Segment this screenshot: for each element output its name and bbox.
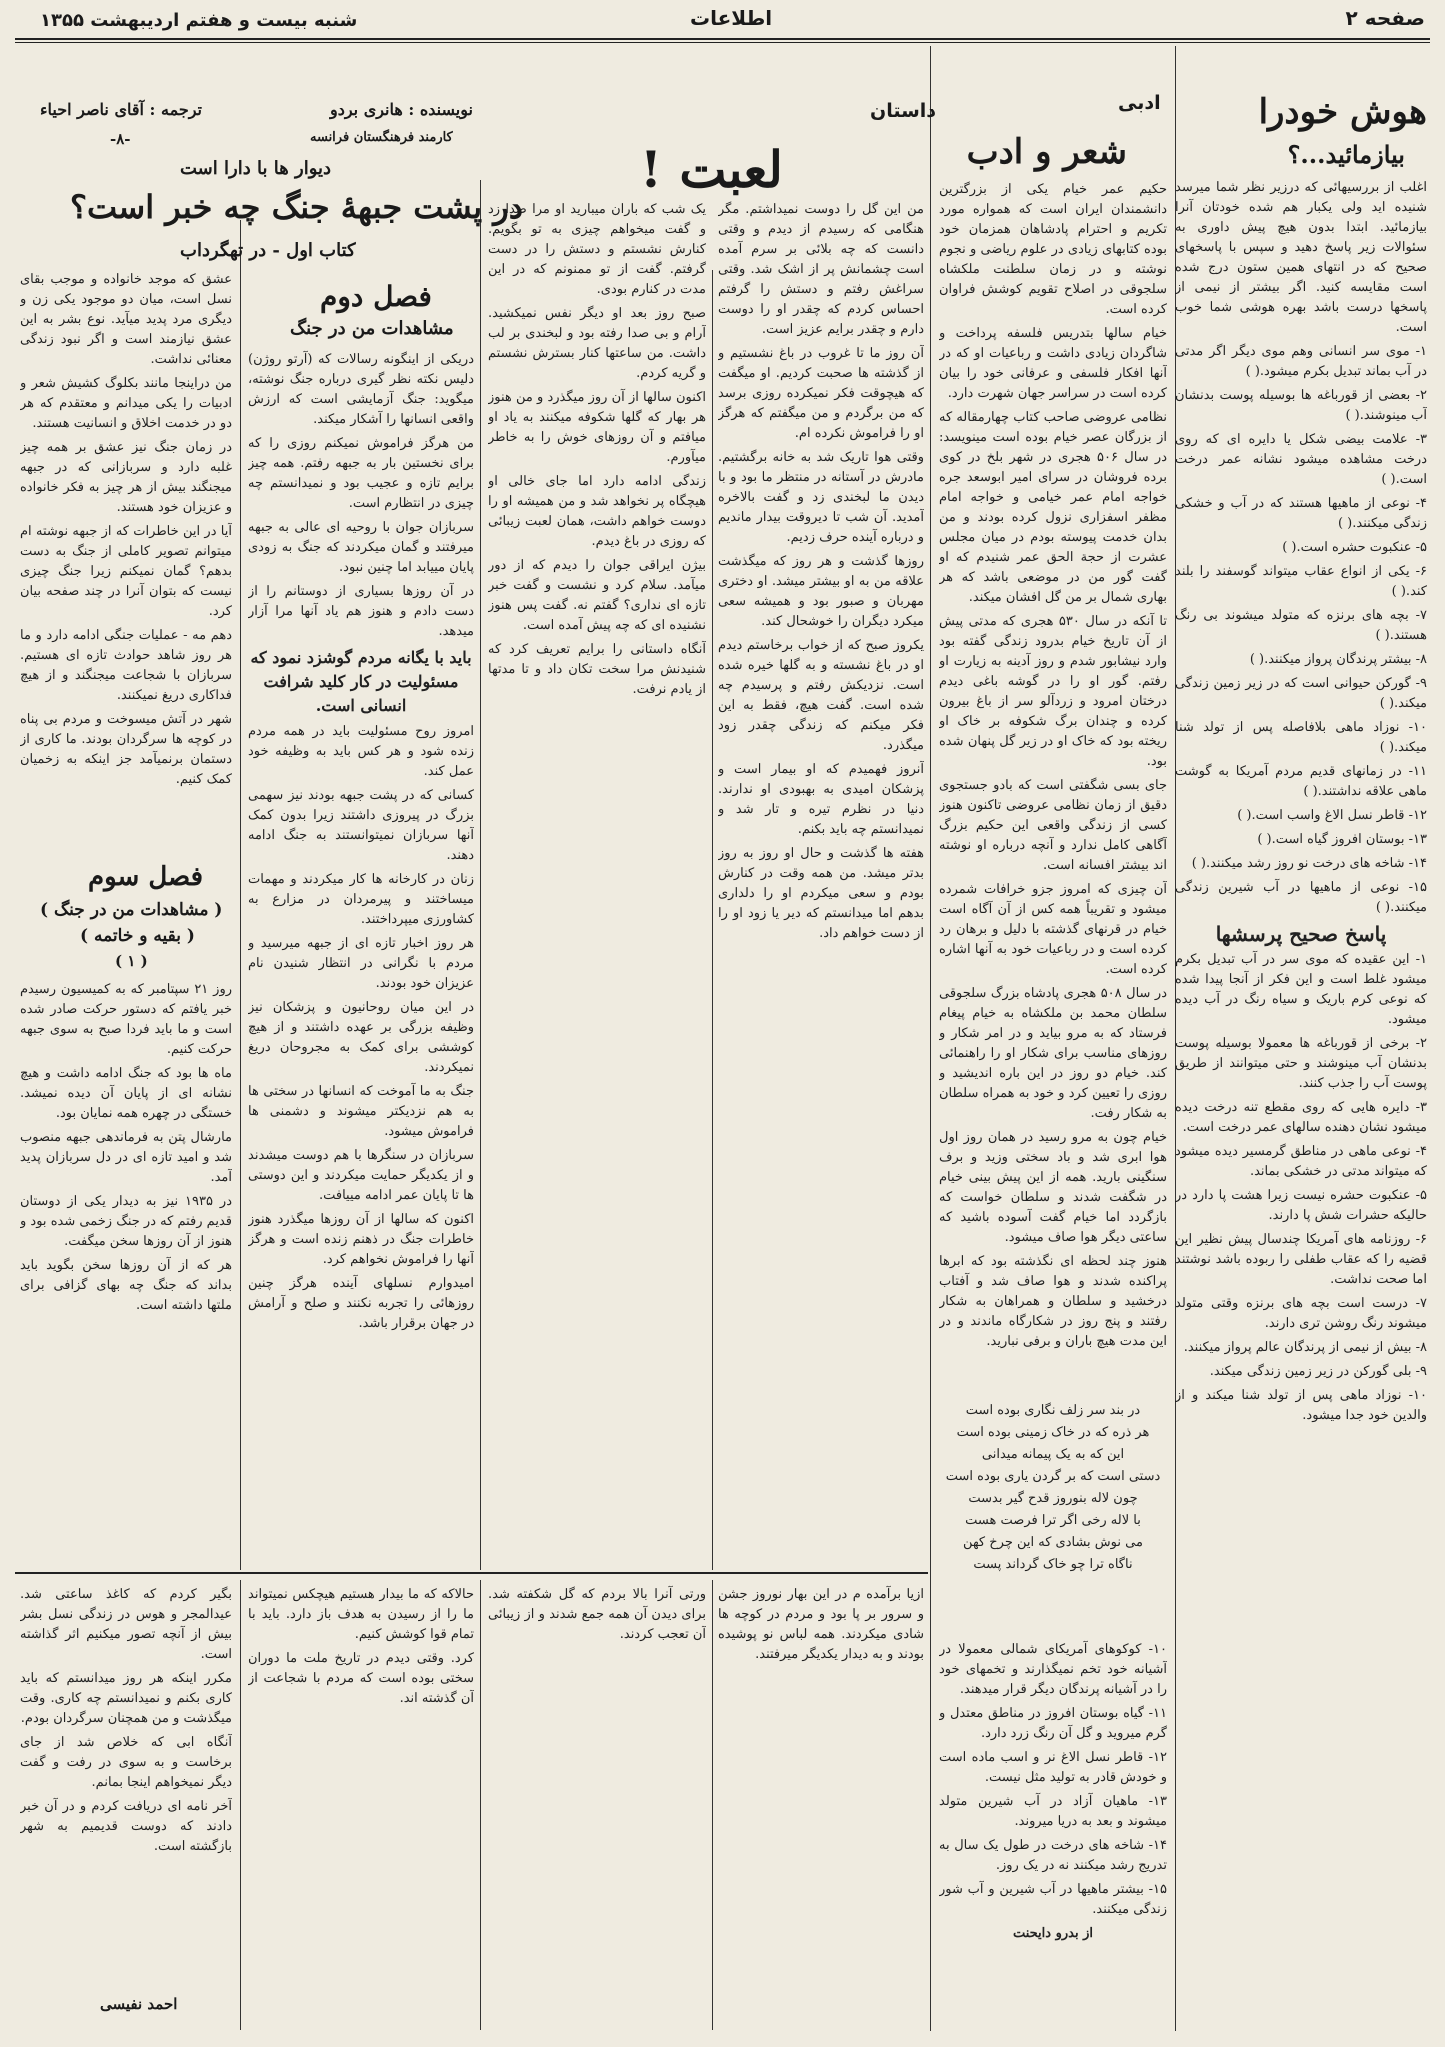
section-tag-dastan: داستان — [870, 100, 937, 122]
war-paragraph: سربازان در سنگرها با هم دوست میشدند و از یکدیگر حمایت میکردند و این دوستی ها تا پایان عمر ادامه مییافت. — [248, 1148, 474, 1203]
header-rule — [15, 38, 1430, 40]
hosh-subtitle: بیازمائید...؟ — [1287, 140, 1405, 169]
column-rule — [712, 1580, 713, 2030]
sher-tail — [939, 1640, 1167, 2000]
hosh-answer: ۳- دایره هایی که روی مقطع تنه درخت دیده میشود نشان دهنده سالهای عمر درخت است. — [1175, 1100, 1427, 1135]
hosh-question: ۸- بیشتر پرندگان پرواز میکنند.( ) — [1249, 652, 1427, 667]
bottom-paragraph: آخر نامه ای دریافت کردم و در آن خبر دادند که دوست قدیمیم به شهر بازگشته است. — [20, 1799, 232, 1854]
sher-paragraph: در سال ۵۰۸ هجری پادشاه بزرگ سلجوقی سلطان محمد بن ملکشاه به خیام پیغام فرستاد که به مرو بیاید و در امر شکار و روزهای مناسب برای شکار او را راهنمائی کند. خیام دو روز در این باره اندیشید و روزی را تعیین کرد و خود به همراه سلطان به شکار رفت. — [939, 986, 1167, 1121]
lobat-paragraph: یک شب که باران میبارید او مرا صدا زد و گفت میخواهم چیزی به تو بگویم. کنارش نشستم و دستش را در دست گرفتم. گفت از تو ممنونم که در این مدت در کنارم بودی. — [488, 202, 706, 297]
lobat-paragraph: وقتی هوا تاریک شد به خانه برگشتیم. مادرش در آستانه در منتظر ما بود و با دیدن ما لبخندی زد و گفت بالاخره آمدید. آن شب تا دیروقت بیدار ماندیم و درباره آینده حرف زدیم. — [718, 450, 924, 545]
hosh-question: ۱۴- شاخه های درخت نو روز رشد میکنند.( ) — [1191, 856, 1427, 871]
tail-paragraph: ۱۲- قاطر نسل الاغ نر و اسب ماده است و خودش قادر به تولید مثل نیست. — [939, 1750, 1167, 1785]
war-paragraph: سربازان جوان با روحیه ای عالی به جبهه میرفتند و گمان میکردند که جنگ به زودی پایان مییابد اما چنین نبود. — [248, 520, 474, 575]
poem-line: با لاله رخی اگر ترا فرصت هست — [965, 1513, 1141, 1528]
sher-paragraph: هنوز چند لحظه ای نگذشته بود که ابرها پراکنده شدند و هوا صاف شد و آفتاب درخشید و سلطان و همراهان به شکار رفتند و پنج روز در شکارگاه ماندند و در این مدت هیچ باران و برفی نبارید. — [939, 1254, 1167, 1349]
answers-heading: پاسخ صحیح پرسشها — [1215, 922, 1387, 946]
war-paragraph: عشق که موجد خانواده و موجب بقای نسل است، میان دو موجود یکی زن و دیگری مرد پدید میآید. نوع بشر به این عشق نیازمند است و اگر نبود زندگی معنائی نداشت. — [20, 272, 232, 367]
war-paragraph: در آن روزها بسیاری از دوستانم را از دست دادم و هنوز هم یاد آنها مرا آزار میدهد. — [248, 584, 474, 639]
bottom-band-rule — [15, 1572, 928, 1574]
section-tag-adabi: ادبی — [1118, 92, 1161, 114]
hosh-question: ۶- یکی از انواع عقاب میتواند گوسفند را بلند کند.( ) — [1175, 564, 1427, 599]
bottom-column — [20, 1585, 232, 1985]
column-rule — [930, 46, 931, 2031]
tail-paragraph: ۱۳- ماهیان آزاد در آب شیرین متولد میشوند و بعد به دریا میروند. — [939, 1794, 1167, 1829]
hosh-question: ۱- موی سر انسانی وهم موی دیگر اگر مدتی در آب بماند تبدیل بکرم میشود.( ) — [1175, 344, 1427, 379]
column-rule — [240, 220, 241, 1570]
war-title: در پشت جبههٔ جنگ چه خبر است؟ — [70, 188, 523, 226]
author-affiliation: کارمند فرهنگستان فرانسه — [310, 130, 453, 145]
tail-paragraph: ۱۱- گیاه بوستان افروز در مناطق معتدل و گرم میروید و گل آن رنگ زرد دارد. — [939, 1706, 1167, 1741]
bottom-column — [248, 1585, 474, 2025]
poem-block — [939, 1400, 1167, 1610]
lobat-paragraph: آن روز ما تا غروب در باغ نشستیم و از گذشته ها صحبت کردیم. او میگفت که هیچوقت فکر نمیکرده روزی برسد که من برگردم و من میگفتم که هرگز او را فراموش نکرده ام. — [718, 346, 924, 441]
war-right-column — [248, 350, 474, 1565]
chapter3-heading: فصل سوم — [88, 862, 204, 892]
war-paragraph: امیدوارم نسلهای آینده هرگز چنین روزهائی را تجربه نکنند و صلح و آرامش در جهان برقرار باشد. — [248, 1276, 474, 1331]
lobat-paragraph: یکروز صبح که از خواب برخاستم دیدم او در باغ نشسته و به گلها خیره شده است. نزدیکش رفتم و پرسیدم چه شده است. گفت هیچ، فقط به این فکر میکنم که زندگی چقدر زود میگذرد. — [718, 638, 924, 753]
poem-line: در بند سر زلف نگاری بوده است — [965, 1403, 1141, 1418]
hosh-question: ۲- بعضی از قورباغه ها بوسیله پوست بدنشان آب مینوشند.( ) — [1175, 388, 1427, 423]
hosh-question: ۴- نوعی از ماهیها هستند که در آب و خشکی زندگی میکنند.( ) — [1175, 496, 1427, 531]
hosh-question: ۱۵- نوعی از ماهیها در آب شیرین زندگی میکنند.( ) — [1175, 880, 1427, 915]
war-paragraph: روز ۲۱ سپتامبر که به کمیسیون رسیدم خبر یافتم که دستور حرکت صادر شده است و ما باید فردا صبح به سوی جبهه حرکت کنیم. — [20, 982, 232, 1057]
hosh-answer: ۴- نوعی ماهی در مناطق گرمسیر دیده میشود که میتواند مدتی در خشکی بماند. — [1175, 1144, 1427, 1179]
war-paragraph: من دراینجا مانند بکلوگ کشیش شعر و ادبیات را یکی میدانم و معتقدم که هر دو در خدمت اخلاق و انسانیت هستند. — [20, 376, 232, 431]
column-rule — [480, 180, 481, 1570]
hosh-question: ۷- بچه های برنزه که متولد میشوند بی رنگ هستند.( ) — [1175, 608, 1427, 643]
war-paragraph: مارشال پتن به فرماندهی جبهه منصوب شد و امید تازه ای در دل سربازان پدید آمد. — [20, 1130, 232, 1185]
war-paragraph: امروز روح مسئولیت باید در همه مردم زنده شود و هر کس باید به وظیفه خود عمل کند. — [248, 724, 474, 779]
column-rule — [712, 270, 713, 1570]
war-paragraph: اکنون که سالها از آن روزها میگذرد هنوز خاطرات جنگ در ذهنم زنده است و هرگز آنها را فراموش نخواهم کرد. — [248, 1212, 474, 1267]
war-paragraph: ماه ها بود که جنگ ادامه داشت و هیچ نشانه ای از پایان آن دیده نمیشد. خستگی در چهره همه نمایان بود. — [20, 1066, 232, 1121]
poem-line: هر ذره که در خاک زمینی بوده است — [956, 1425, 1150, 1440]
poem-line: چون لاله بنوروز قدح گیر بدست — [968, 1491, 1138, 1506]
lobat-column-b — [488, 200, 706, 1560]
war-paragraph: در زمان جنگ نیز عشق بر همه چیز غلبه دارد و سربازانی که در جبهه میجنگند بیش از هر چیز به فکر خانواده و عزیزان خود هستند. — [20, 440, 232, 515]
hosh-answer: ۲- برخی از قورباغه ها معمولا بوسیله پوست بدنشان آب مینوشند و حتی میتوانند از طریق پوست آب را جذب کنند. — [1175, 1036, 1427, 1091]
hosh-answer: ۸- بیش از نیمی از پرندگان عالم پرواز میکنند. — [1183, 1340, 1427, 1355]
war-paragraph: هر روز اخبار تازه ای از جبهه میرسید و مردم با نگرانی در انتظار شنیدن نام عزیزان خود بودند. — [248, 936, 474, 991]
hosh-column — [1175, 178, 1427, 2018]
lobat-paragraph: آنروز فهمیدم که او بیمار است و پزشکان امیدی به بهبودی او ندارند. دنیا در نظرم تیره و تار شد و نمیدانستم چه باید بکنم. — [718, 762, 924, 837]
lobat-paragraph: آنگاه داستانی را برایم تعریف کرد که شنیدنش مرا سخت تکان داد و تا مدتها از یادم نرفت. — [488, 642, 706, 697]
lobat-paragraph: زندگی ادامه دارد اما جای خالی او هیچگاه پر نخواهد شد و من همیشه او را دوست خواهم داشت، همان لعبت زیبائی که روزی در باغ دیدم. — [488, 474, 706, 549]
poem-line: ناگاه ترا چو خاک گرداند پست — [973, 1557, 1133, 1572]
bottom-paragraph: ازیا برآمده م در این بهار نوروز جشن و سرور بر پا بود و مردم در کوچه ها شادی میکردند. همه لباس نو پوشیده بودند و به دیدار یکدیگر میرفتند. — [718, 1587, 924, 1662]
hosh-question: ۱۳- بوستان افروز گیاه است.( ) — [1257, 832, 1427, 847]
war-kicker: دیوار ها با دارا است — [180, 158, 332, 179]
hosh-answer: ۵- عنکبوت حشره نیست زیرا هشت پا دارد در حالیکه حشرات شش پا دارند. — [1175, 1188, 1427, 1223]
hosh-answer: ۹- بلی گورکن در زیر زمین زندگی میکند. — [1209, 1364, 1427, 1379]
tail-paragraph: ۱۴- شاخه های درخت در طول یک سال به تدریج رشد میکنند نه در یک روز. — [939, 1838, 1167, 1873]
sher-paragraph: نظامی عروضی صاحب کتاب چهارمقاله که از بزرگان عصر خیام بوده است مینویسد: در سال ۵۰۶ هجری در شهر بلخ در کوی برده فروشان در سرای امیر ابوسعد جره خواجه امام عمر خیامی و خواجه امام مظفر اسفزاری نزول کرده بودند و من بدان خدمت پیوسته بودم در میان مجلس عشرت از حجة الحق عمر شنیدم که او گفت گور من در موضعی باشد که هر بهاری شمال بر من گل افشان میکند. — [939, 410, 1167, 605]
chapter2-subheading: مشاهدات من در جنگ — [290, 318, 454, 339]
war-left-column — [20, 270, 232, 855]
episode-number: -۸- — [110, 130, 131, 148]
lobat-paragraph: اکنون سالها از آن روز میگذرد و من هنوز هر بهار که گلها شکوفه میکنند به یاد او میافتم و آن روزهای خوش را به خاطر میآورم. — [488, 390, 706, 465]
author-name: نویسنده : هانری بردو — [330, 100, 473, 119]
chapter3-subheading: ( مشاهدات من در جنگ ) — [40, 900, 223, 920]
translator-name: ترجمه : آقای ناصر احیاء — [40, 100, 202, 119]
column-rule — [240, 1580, 241, 2030]
bottom-paragraph: بگیر کردم که کاغذ ساعتی شد. عیدالمجر و هوس در زندگی نسل بشر بیش از آنچه تصور میکنیم اثر گذاشته است. — [20, 1587, 232, 1662]
bottom-column — [718, 1585, 924, 2025]
hosh-question: ۵- عنکبوت حشره است.( ) — [1282, 540, 1427, 555]
war-book: کتاب اول - در تهگرداب — [180, 240, 356, 261]
war-paragraph: شهر در آتش میسوخت و مردم بی پناه در کوچه ها سرگردان بودند. ما کاری از دستمان برنمیآمد جز اینکه به زخمیان کمک کنیم. — [20, 712, 232, 787]
bottom-column — [488, 1585, 706, 2025]
sher-paragraph: خیام چون به مرو رسید در همان روز اول هوا ابری شد و باد سختی وزید و برف سنگینی بارید. همه از این پیش بینی خیام در شگفت شدند و سلطان خواست که بازگردد اما خیام گفت آسوده باشید که ساعتی دیگر هوا صاف میشود. — [939, 1130, 1167, 1245]
war-paragraph: زنان در کارخانه ها کار میکردند و مهمات میساختند و پیرمردان در مزارع به کشاورزی میپرداختند. — [248, 872, 474, 927]
poem-line: دستی است که بر گردن یاری بوده است — [945, 1469, 1161, 1484]
hosh-question: ۱۰- نوزاد ماهی بلافاصله پس از تولد شنا میکند.( ) — [1175, 720, 1427, 755]
chapter3-continuation: ( بقیه و خاتمه ) — [80, 926, 195, 946]
war-left-column-lower — [20, 980, 232, 1565]
hosh-question: ۳- علامت بیضی شکل یا دایره ای که روی درخت مشاهده میشود نشانه عمر درخت است.( ) — [1175, 432, 1427, 487]
poem-line: می نوش بشادی که این چرخ کهن — [963, 1535, 1143, 1550]
war-paragraph: دهم مه - عملیات جنگی ادامه دارد و ما هر روز شاهد حوادث تازه ای هستیم. سربازان با شجاعت میجنگند و از هیچ فداکاری دریغ نمیکنند. — [20, 628, 232, 703]
sher-paragraph: جای بسی شگفتی است که بادو جستجوی دقیق از زمان نظامی عروضی تاکنون هنوز کسی از زندگی واقعی این حکیم بزرگ آگاهی کامل ندارد و آنچه درباره او نوشته اند بیشتر افسانه است. — [939, 778, 1167, 873]
war-paragraph: کسانی که در پشت جبهه بودند نیز سهمی بزرگ در پیروزی داشتند زیرا بدون کمک آنها سربازان نمیتوانستند به جنگ ادامه دهند. — [248, 788, 474, 863]
issue-date: شنبه بیست و هفتم اردیبهشت ۱۳۵۵ — [40, 10, 358, 31]
hosh-answer: ۶- روزنامه های آمریکا چندسال پیش نظیر این قضیه را که عقاب طفلی را ربوده باشد نوشتند اما صحت نداشت. — [1175, 1232, 1427, 1287]
chapter2-heading: فصل دوم — [320, 280, 432, 313]
page-number: صفحه ۲ — [1345, 6, 1425, 30]
sher-signature: از بدرو دایحنت — [1012, 1926, 1094, 1941]
sher-column — [939, 180, 1167, 1390]
sher-paragraph: تا آنکه در سال ۵۳۰ هجری که مدتی پیش از آن تاریخ خیام بدرود زندگی گفته بود وارد نیشابور شدم و روز آدینه به زیارت او رفتم. گور او را در گوشه باغی دیدم درختان امرود و زردآلو سر از باغ بیرون کرده و چندان برگ شکوفه بر خاک او ریخته بود که خاک او در زیر گل پنهان شده بود. — [939, 614, 1167, 769]
bottom-paragraph: آنگاه ابی که خلاص شد از جای برخاست و به سوی در رفت و گفت دیگر نمیخواهم اینجا بمانم. — [20, 1735, 232, 1790]
hosh-question: ۱۱- در زمانهای قدیم مردم آمریکا به گوشت ماهی علاقه نداشتند.( ) — [1175, 764, 1427, 799]
bottom-paragraph: کرد. وقتی دیدم در تاریخ ملت ما دوران سختی بوده است که مردم با شجاعت از آن گذشته اند. — [248, 1651, 474, 1706]
header-rule-thin — [15, 42, 1430, 43]
lobat-title: لعبت ! — [640, 140, 783, 199]
tail-paragraph: ۱۰- کوکوهای آمریکای شمالی معمولا در آشیانه خود تخم نمیگذارند و تخمهای خود را در آشیانه پرندگان دیگر قرار میدهند. — [939, 1642, 1167, 1697]
war-paragraph: در ۱۹۳۵ نیز به دیدار یکی از دوستان قدیم رفتم که در جنگ زخمی شده بود و هنوز از آن روزها سخن میگفت. — [20, 1194, 232, 1249]
bottom-paragraph: حالاکه که ما بیدار هستیم هیچکس نمیتواند ما را از رسیدن به هدف باز دارد. باید با تمام قوا کوشش کنیم. — [248, 1587, 474, 1642]
sher-paragraph: آن چیزی که امروز جزو خرافات شمرده میشود و تقریباً همه کس از آن آگاه است خیام در قرنهای گذشته با دلیل و برهان رد کرده است و در رباعیات خود به آنها اشاره کرده است. — [939, 882, 1167, 977]
tail-paragraph: ۱۵- بیشتر ماهیها در آب شیرین و آب شور زندگی میکنند. — [939, 1882, 1167, 1917]
war-paragraph: هر که از آن روزها سخن بگوید باید بداند که جنگ چه بهای گزافی برای ملتها داشته است. — [20, 1258, 232, 1313]
lobat-paragraph: من این گل را دوست نمیداشتم. مگر هنگامی که رسیدم از دیدم و وقتی دانست که چه بلائی بر سرم آمده است چشمانش پر از اشک شد. وقتی سراغش رفتم و دستش را گرفتم احساس کردم که چقدر او را دوست دارم و چقدر برایم عزیز است. — [718, 202, 924, 337]
lobat-paragraph: بیژن ایراقی جوان را دیدم که از دور میآمد. سلام کرد و نشست و گفت خبر تازه ای نداری؟ گفتم نه. گفت پس هنوز نشنیده ای که چه پیش آمده است. — [488, 558, 706, 633]
hosh-intro: اغلب از بررسیهائی که درزیر نظر شما میرسد شنیده اید ولی یکبار هم شده خودتان آنرا بیازمائید. ابتدا بدون هیچ پیش داوری به سئوالات زیر پاسخ دهید و سپس با پاسخهای صحیح که در انتهای همین ستون درج شده است مقایسه کنید. اگر بیشتر از نیمی از پاسخها درست باشد بهره هوشی شما خوب است. — [1175, 180, 1427, 335]
column-rule — [480, 1580, 481, 2030]
war-paragraph: آیا در این خاطرات که از جبهه نوشته ام میتوانم تصویر کاملی از جنگ به دست بدهم؟ گمان نمیکنم زیرا جنگ چیزی نیست که بتوان آنرا در چند صفحه بیان کرد. — [20, 524, 232, 619]
war-paragraph: جنگ به ما آموخت که انسانها در سختی ها به هم نزدیکتر میشوند و دشمنی ها فراموش میشود. — [248, 1084, 474, 1139]
lobat-column-a — [718, 200, 924, 1560]
hosh-question: ۹- گورکن حیوانی است که در زیر زمین زندگی میکند.( ) — [1175, 676, 1427, 711]
war-paragraph: در این میان روحانیون و پزشکان نیز وظیفه بزرگی بر عهده داشتند و از هیچ کوششی برای کمک به مجروحان دریغ نمیکردند. — [248, 1000, 474, 1075]
sher-paragraph: خیام سالها بتدریس فلسفه پرداخت و شاگردان زیادی داشت و رباعیات او که در آنها افکار فلسفی و عرفانی خود را بیان کرده است در سراسر جهان شهرت دارد. — [939, 326, 1167, 401]
hosh-answer: ۱۰- نوزاد ماهی پس از تولد شنا میکند و از والدین خود جدا میشود. — [1175, 1388, 1427, 1423]
hosh-answer: ۷- درست است بچه های برنزه وقتی متولد میشوند رنگ روشن تری دارند. — [1175, 1296, 1427, 1331]
sher-title: شعر و ادب — [966, 132, 1127, 172]
lobat-paragraph: هفته ها گذشت و حال او روز به روز بدتر میشد. من همه وقت در کنارش بودم و سعی میکردم او را دلداری بدهم اما میدانستم که دیر یا زود او را از دست خواهم داد. — [718, 846, 924, 941]
hosh-title: هوش خودرا — [1258, 92, 1427, 132]
war-paragraph: من هرگز فراموش نمیکنم روزی را که برای نخستین بار به جبهه رفتم. همه چیز برایم تازه و عجیب بود و نمیدانستم چه چیزی در انتظارم است. — [248, 436, 474, 511]
lobat-paragraph: روزها گذشت و هر روز که میگذشت علاقه من به او بیشتر میشد. او دختری مهربان و صبور بود و همیشه سعی میکرد دیگران را خوشحال کند. — [718, 554, 924, 629]
poem-line: این که به یک پیمانه میدانی — [981, 1447, 1125, 1462]
lobat-paragraph: صبح روز بعد او دیگر نفس نمیکشید. آرام و بی صدا رفته بود و لبخندی بر لب داشت. من ساعتها کنار بسترش نشستم و گریه کردم. — [488, 306, 706, 381]
war-paragraph: دریکی از اینگونه رسالات که (آرتو روژن) دلیس نکته نظر گیری درباره جنگ نوشته، میگوید: جنگ آزمایشی است که ارزش واقعی انسانها را آشکار میکند. — [248, 352, 474, 427]
bottom-paragraph: مکرر اینکه هر روز میدانستم که باید کاری بکنم و نمیدانستم چه کاری. وقت میگذشت و من همچنان سرگردان بودم. — [20, 1671, 232, 1726]
bottom-paragraph: ورتی آنرا بالا بردم که گل شکفته شد. برای دیدن آن همه جمع شدند و از زیبائی آن تعجب کردند. — [488, 1587, 706, 1642]
newspaper-name: اطلاعات — [690, 6, 773, 30]
sher-paragraph: حکیم عمر خیام یکی از بزرگترین دانشمندان ایران است که همواره مورد تکریم و احترام پادشاهان همزمان خود بوده کتابهای زیادی در علوم ریاضی و نجوم نوشته و در زمان سلطنت ملکشاه سلجوقی در اصلاح تقویم کوشش فراوان کرده است. — [939, 182, 1167, 317]
chapter3-number: ( ۱ ) — [115, 952, 148, 970]
hosh-question: ۱۲- قاطر نسل الاغ واسب است.( ) — [1237, 808, 1427, 823]
hosh-answer: ۱- این عقیده که موی سر در آب تبدیل بکرم میشود غلط است و این فکر از آنجا پیدا شده که نوعی کرم باریک و سیاه رنگ در آب دیده میشود. — [1175, 952, 1427, 1027]
lobat-signature: احمد نفیسی — [100, 1995, 178, 2013]
war-callout: باید با یگانه مردم گوشزد نمود که مسئولیت در کار کلید شرافت انسانی است. — [250, 648, 472, 715]
